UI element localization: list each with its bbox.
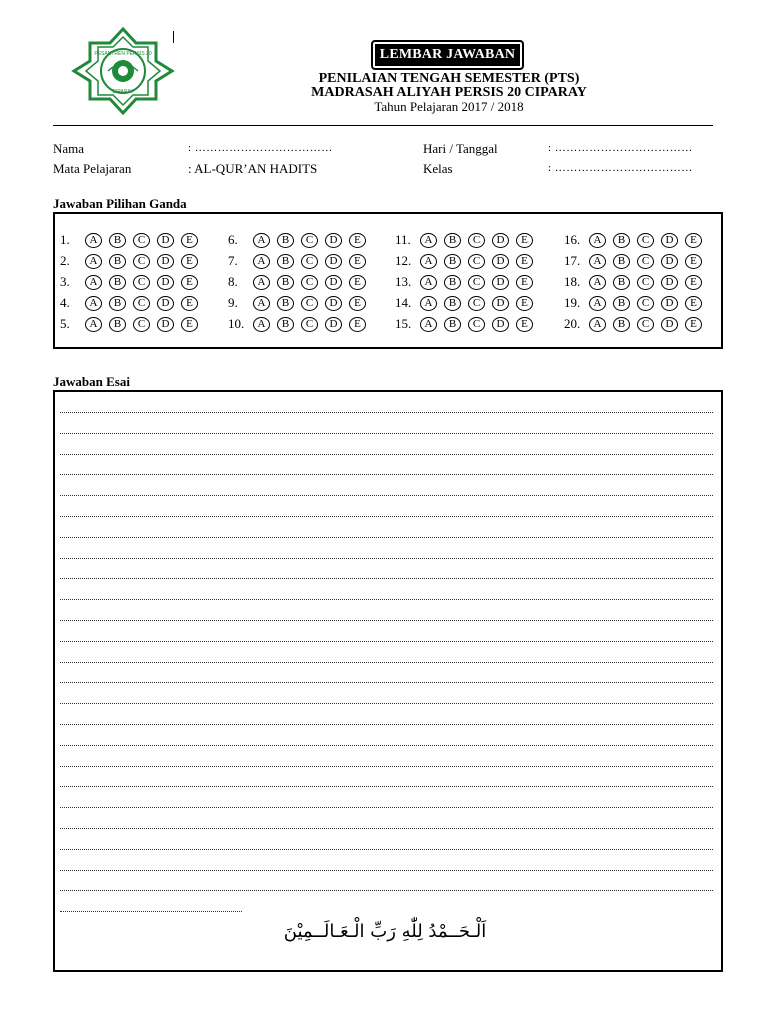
option-e-bubble[interactable]: E [349, 233, 366, 248]
question-number: 18. [564, 274, 581, 289]
question-3 [60, 274, 210, 290]
option-a-bubble[interactable]: A [589, 296, 606, 311]
question-number: 2. [60, 253, 70, 268]
text-cursor-mark [173, 31, 174, 43]
option-e-bubble[interactable]: E [516, 233, 533, 248]
option-e-bubble[interactable]: E [516, 254, 533, 269]
option-e-bubble[interactable]: E [181, 233, 198, 248]
option-a-bubble[interactable]: A [85, 317, 102, 332]
option-e-bubble[interactable]: E [685, 317, 702, 332]
option-b-bubble[interactable]: B [444, 233, 461, 248]
essay-answer-line[interactable] [60, 745, 713, 746]
option-c-bubble[interactable]: C [133, 317, 150, 332]
logo-text-top: PESANTREN PERSIS 20 [94, 51, 152, 57]
option-e-bubble[interactable]: E [685, 254, 702, 269]
essay-answer-line[interactable] [60, 786, 713, 787]
option-c-bubble[interactable]: C [468, 296, 485, 311]
question-number: 15. [395, 316, 412, 331]
question-number: 6. [228, 232, 238, 247]
question-14 [395, 295, 545, 311]
question-7 [228, 253, 378, 269]
option-a-bubble[interactable]: A [420, 233, 437, 248]
option-e-bubble[interactable]: E [349, 275, 366, 290]
question-number: 10. [228, 316, 245, 331]
option-e-bubble[interactable]: E [516, 317, 533, 332]
option-b-bubble[interactable]: B [109, 233, 126, 248]
school-name: MADRASAH ALIYAH PERSIS 20 CIPARAY [311, 85, 587, 100]
question-number: 8. [228, 274, 238, 289]
option-e-bubble[interactable]: E [349, 296, 366, 311]
essay-answer-line[interactable] [60, 828, 713, 829]
essay-answer-line[interactable] [60, 911, 242, 912]
question-number: 13. [395, 274, 412, 289]
essay-answer-line[interactable] [60, 703, 713, 704]
question-number: 3. [60, 274, 70, 289]
essay-answer-line[interactable] [60, 807, 713, 808]
option-d-bubble[interactable]: D [492, 275, 509, 290]
question-number: 4. [60, 295, 70, 310]
question-11 [395, 232, 545, 248]
question-13 [395, 274, 545, 290]
header-divider [53, 125, 713, 126]
question-12 [395, 253, 545, 269]
option-b-bubble[interactable]: B [277, 233, 294, 248]
option-e-bubble[interactable]: E [685, 296, 702, 311]
option-d-bubble[interactable]: D [661, 317, 678, 332]
question-20 [564, 316, 714, 332]
question-18 [564, 274, 714, 290]
option-d-bubble[interactable]: D [325, 296, 342, 311]
option-e-bubble[interactable]: E [181, 275, 198, 290]
essay-answer-line[interactable] [60, 578, 713, 579]
option-a-bubble[interactable]: A [253, 233, 270, 248]
option-d-bubble[interactable]: D [157, 254, 174, 269]
essay-answer-line[interactable] [60, 682, 713, 683]
option-c-bubble[interactable]: C [637, 275, 654, 290]
essay-answer-line[interactable] [60, 537, 713, 538]
hari-tanggal-field[interactable]: : ……………………………… [548, 142, 693, 154]
nama-field[interactable]: : ……………………………… [188, 142, 333, 154]
option-c-bubble[interactable]: C [468, 233, 485, 248]
option-b-bubble[interactable]: B [613, 317, 630, 332]
option-c-bubble[interactable]: C [637, 233, 654, 248]
option-a-bubble[interactable]: A [420, 254, 437, 269]
question-number: 5. [60, 316, 70, 331]
option-d-bubble[interactable]: D [325, 254, 342, 269]
essay-answer-line[interactable] [60, 620, 713, 621]
option-c-bubble[interactable]: C [301, 275, 318, 290]
option-d-bubble[interactable]: D [325, 317, 342, 332]
question-9 [228, 295, 378, 311]
option-c-bubble[interactable]: C [301, 254, 318, 269]
logo-text-bottom: CIPARAY [112, 89, 134, 95]
option-b-bubble[interactable]: B [109, 296, 126, 311]
option-c-bubble[interactable]: C [468, 254, 485, 269]
essay-answer-line[interactable] [60, 641, 713, 642]
question-10 [228, 316, 378, 332]
essay-answer-line[interactable] [60, 890, 713, 891]
question-number: 16. [564, 232, 581, 247]
question-1 [60, 232, 210, 248]
option-a-bubble[interactable]: A [253, 254, 270, 269]
option-e-bubble[interactable]: E [181, 317, 198, 332]
option-d-bubble[interactable]: D [325, 275, 342, 290]
exam-title: PENILAIAN TENGAH SEMESTER (PTS) [318, 71, 580, 86]
option-a-bubble[interactable]: A [85, 296, 102, 311]
essay-answer-line[interactable] [60, 454, 713, 455]
option-e-bubble[interactable]: E [349, 317, 366, 332]
question-8 [228, 274, 378, 290]
option-d-bubble[interactable]: D [661, 233, 678, 248]
option-c-bubble[interactable]: C [468, 317, 485, 332]
question-4 [60, 295, 210, 311]
option-b-bubble[interactable]: B [109, 317, 126, 332]
mata-pelajaran-label: Mata Pelajaran [53, 161, 132, 176]
option-c-bubble[interactable]: C [301, 233, 318, 248]
option-d-bubble[interactable]: D [661, 254, 678, 269]
nama-label: Nama [53, 141, 85, 156]
essay-answer-line[interactable] [60, 599, 713, 600]
question-number: 20. [564, 316, 581, 331]
option-d-bubble[interactable]: D [325, 233, 342, 248]
option-b-bubble[interactable]: B [613, 254, 630, 269]
option-a-bubble[interactable]: A [253, 317, 270, 332]
essay-answer-line[interactable] [60, 766, 713, 767]
option-c-bubble[interactable]: C [301, 296, 318, 311]
option-a-bubble[interactable]: A [420, 317, 437, 332]
option-a-bubble[interactable]: A [253, 296, 270, 311]
option-b-bubble[interactable]: B [277, 317, 294, 332]
esai-box [53, 390, 723, 972]
option-d-bubble[interactable]: D [157, 296, 174, 311]
question-2 [60, 253, 210, 269]
question-number: 17. [564, 253, 581, 268]
option-a-bubble[interactable]: A [589, 233, 606, 248]
option-a-bubble[interactable]: A [420, 296, 437, 311]
esai-title: Jawaban Esai [53, 374, 130, 389]
kelas-label: Kelas [423, 161, 453, 176]
option-c-bubble[interactable]: C [301, 317, 318, 332]
option-b-bubble[interactable]: B [277, 275, 294, 290]
hari-tanggal-label: Hari / Tanggal [423, 141, 498, 156]
question-number: 12. [395, 253, 412, 268]
option-a-bubble[interactable]: A [420, 275, 437, 290]
closing-arabic-text: اَلْـحَــمْدُ لِلّٰهِ رَبِّ الْـعَـالَــمِيْنَ [283, 921, 487, 942]
option-e-bubble[interactable]: E [685, 275, 702, 290]
essay-answer-line[interactable] [60, 724, 713, 725]
question-number: 14. [395, 295, 412, 310]
essay-answer-line[interactable] [60, 433, 713, 434]
option-e-bubble[interactable]: E [349, 254, 366, 269]
option-e-bubble[interactable]: E [685, 233, 702, 248]
essay-answer-line[interactable] [60, 870, 713, 871]
option-c-bubble[interactable]: C [133, 275, 150, 290]
question-15 [395, 316, 545, 332]
option-b-bubble[interactable]: B [613, 296, 630, 311]
option-a-bubble[interactable]: A [589, 275, 606, 290]
question-5 [60, 316, 210, 332]
option-c-bubble[interactable]: C [133, 233, 150, 248]
academic-year: Tahun Pelajaran 2017 / 2018 [374, 99, 524, 114]
option-c-bubble[interactable]: C [637, 296, 654, 311]
option-b-bubble[interactable]: B [109, 254, 126, 269]
option-b-bubble[interactable]: B [109, 275, 126, 290]
option-b-bubble[interactable]: B [613, 233, 630, 248]
option-c-bubble[interactable]: C [133, 296, 150, 311]
question-number: 11. [395, 232, 411, 247]
option-d-bubble[interactable]: D [661, 296, 678, 311]
option-b-bubble[interactable]: B [444, 254, 461, 269]
option-d-bubble[interactable]: D [492, 254, 509, 269]
option-a-bubble[interactable]: A [85, 275, 102, 290]
option-c-bubble[interactable]: C [133, 254, 150, 269]
option-a-bubble[interactable]: A [85, 254, 102, 269]
essay-answer-line[interactable] [60, 474, 713, 475]
option-d-bubble[interactable]: D [157, 275, 174, 290]
pilihan-ganda-title: Jawaban Pilihan Ganda [53, 196, 187, 211]
question-17 [564, 253, 714, 269]
question-number: 19. [564, 295, 581, 310]
question-16 [564, 232, 714, 248]
option-d-bubble[interactable]: D [157, 233, 174, 248]
option-a-bubble[interactable]: A [253, 275, 270, 290]
option-a-bubble[interactable]: A [589, 317, 606, 332]
option-c-bubble[interactable]: C [468, 275, 485, 290]
option-e-bubble[interactable]: E [516, 296, 533, 311]
option-b-bubble[interactable]: B [277, 254, 294, 269]
question-6 [228, 232, 378, 248]
essay-answer-line[interactable] [60, 662, 713, 663]
option-d-bubble[interactable]: D [492, 233, 509, 248]
question-number: 9. [228, 295, 238, 310]
essay-answer-line[interactable] [60, 495, 713, 496]
option-d-bubble[interactable]: D [492, 317, 509, 332]
option-a-bubble[interactable]: A [589, 254, 606, 269]
option-e-bubble[interactable]: E [181, 296, 198, 311]
option-b-bubble[interactable]: B [277, 296, 294, 311]
option-c-bubble[interactable]: C [637, 254, 654, 269]
question-number: 7. [228, 253, 238, 268]
option-d-bubble[interactable]: D [157, 317, 174, 332]
option-d-bubble[interactable]: D [661, 275, 678, 290]
question-number: 1. [60, 232, 70, 247]
option-c-bubble[interactable]: C [637, 317, 654, 332]
essay-answer-line[interactable] [60, 849, 713, 850]
question-19 [564, 295, 714, 311]
option-e-bubble[interactable]: E [181, 254, 198, 269]
essay-answer-line[interactable] [60, 412, 713, 413]
option-b-bubble[interactable]: B [613, 275, 630, 290]
option-e-bubble[interactable]: E [516, 275, 533, 290]
option-b-bubble[interactable]: B [444, 296, 461, 311]
option-b-bubble[interactable]: B [444, 317, 461, 332]
mata-pelajaran-value: : AL-QUR’AN HADITS [188, 161, 318, 176]
essay-answer-line[interactable] [60, 558, 713, 559]
option-b-bubble[interactable]: B [444, 275, 461, 290]
essay-answer-line[interactable] [60, 516, 713, 517]
option-a-bubble[interactable]: A [85, 233, 102, 248]
kelas-field[interactable]: : ……………………………… [548, 162, 693, 174]
option-d-bubble[interactable]: D [492, 296, 509, 311]
title-badge: LEMBAR JAWABAN [371, 40, 524, 70]
